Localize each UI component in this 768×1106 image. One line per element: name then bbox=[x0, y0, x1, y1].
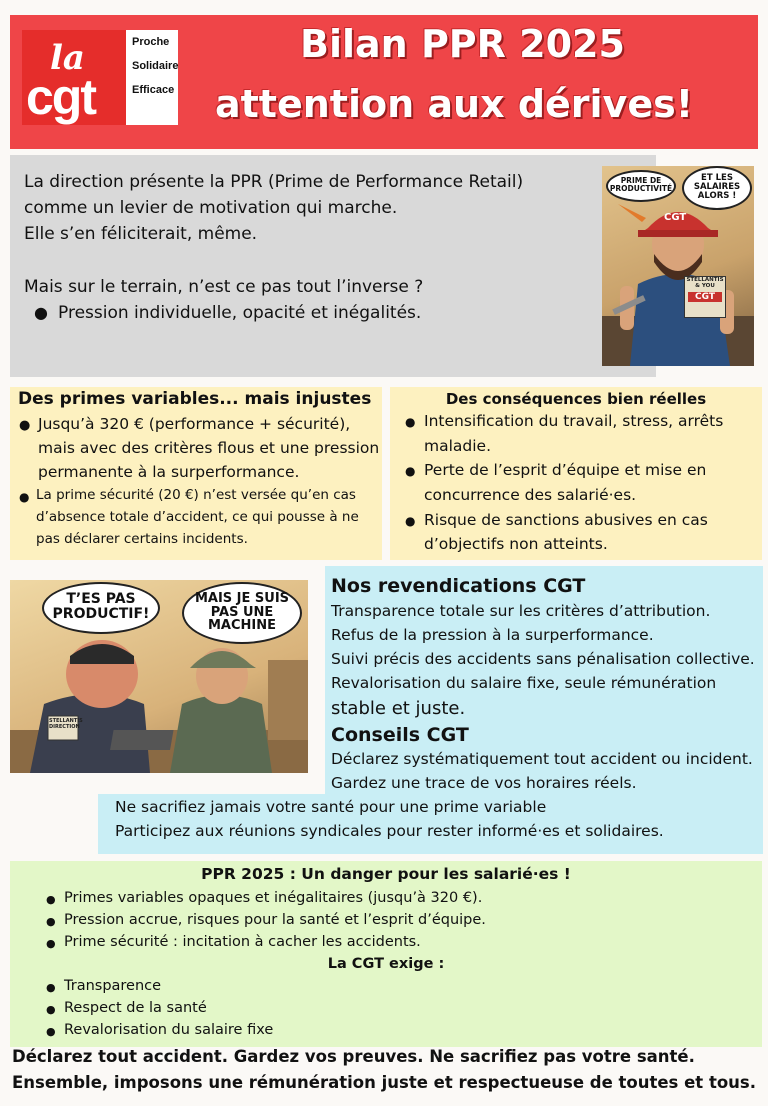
badge-cgt: CGT bbox=[688, 292, 722, 302]
exige-title: La CGT exige : bbox=[327, 956, 445, 972]
logo-cgt-text: cgt bbox=[26, 69, 95, 125]
logo-la-text: la bbox=[50, 38, 85, 78]
revendications-title: Nos revendications CGT bbox=[331, 575, 586, 597]
exige-item-2: Respect de la santé bbox=[64, 1000, 207, 1016]
intro-line-1: La direction présente la PPR (Prime de Performance Retail) bbox=[24, 172, 524, 192]
page-title-line1: Bilan PPR 2025 bbox=[300, 22, 625, 66]
conseil-line-1: Déclarez systématiquement tout accident ou incident. bbox=[331, 750, 753, 768]
badge-line2: & YOU bbox=[695, 283, 715, 289]
cartoon-mechanic-image bbox=[602, 166, 754, 366]
consequences-item3-line2: d’objectifs non atteints. bbox=[424, 535, 608, 553]
stellantis-direction-badge: STELLANTIS DIRECTION bbox=[49, 718, 83, 730]
primes-box bbox=[10, 387, 382, 560]
primes-item1-line3: permanente à la surperformance. bbox=[38, 463, 300, 481]
bullet-icon: ● bbox=[46, 981, 56, 994]
primes-item2-line1: La prime sécurité (20 €) n’est versée qu’en cas bbox=[36, 487, 356, 503]
intro-section bbox=[10, 155, 656, 377]
bullet-icon: ● bbox=[46, 915, 56, 928]
cartoon-boss-worker-image bbox=[10, 580, 308, 773]
consequences-item2-line2: concurrence des salarié·es. bbox=[424, 486, 637, 504]
page-title-line2: attention aux dérives! bbox=[215, 82, 694, 126]
danger-item-2: Pression accrue, risques pour la santé et l’esprit d’équipe. bbox=[64, 912, 486, 928]
conseils-title: Conseils CGT bbox=[331, 724, 469, 746]
bullet-icon: ● bbox=[46, 893, 56, 906]
danger-title: PPR 2025 : Un danger pour les salarié·es ! bbox=[201, 865, 571, 883]
revendication-line-4: Revalorisation du salaire fixe, seule rémunération bbox=[331, 674, 717, 692]
conseil-line-4: Participez aux réunions syndicales pour rester informé·es et solidaires. bbox=[115, 822, 664, 840]
conseil-line-3: Ne sacrifiez jamais votre santé pour une prime variable bbox=[115, 798, 547, 816]
logo-tagline-solidaire: Solidaire bbox=[132, 60, 179, 72]
logo-tagline-proche: Proche bbox=[132, 36, 170, 48]
stellantis-badge bbox=[684, 276, 726, 318]
primes-item1-line1: Jusqu’à 320 € (performance + sécurité), bbox=[38, 415, 351, 433]
bullet-icon: ● bbox=[19, 418, 31, 433]
primes-title: Des primes variables... mais injustes bbox=[18, 389, 372, 409]
bubble-tes-pas-productif: T’ES PAS PRODUCTIF! bbox=[42, 582, 160, 634]
bubble-mais-je-suis: MAIS JE SUIS PAS UNE MACHINE bbox=[182, 582, 302, 644]
danger-summary-box bbox=[10, 861, 762, 1047]
exige-item-1: Transparence bbox=[64, 978, 162, 994]
bullet-icon: ● bbox=[405, 464, 416, 478]
bullet-icon: ● bbox=[46, 1003, 56, 1016]
primes-item2-line2: d’absence totale d’accident, ce qui pousse à ne bbox=[36, 509, 359, 525]
revendication-line-1: Transparence totale sur les critères d’attribution. bbox=[331, 602, 711, 620]
exige-item-3: Revalorisation du salaire fixe bbox=[64, 1022, 274, 1038]
intro-bullet-text: Pression individuelle, opacité et inégalités. bbox=[58, 303, 422, 323]
intro-question: Mais sur le terrain, n’est ce pas tout l’inverse ? bbox=[24, 277, 424, 297]
cgt-logo-mark bbox=[22, 30, 126, 125]
bullet-icon: ● bbox=[46, 937, 56, 950]
intro-line-3: Elle s’en féliciterait, même. bbox=[24, 224, 258, 244]
footer-line-1: Déclarez tout accident. Gardez vos preuves. Ne sacrifiez pas votre santé. bbox=[12, 1047, 695, 1066]
consequences-item2-line1: Perte de l’esprit d’équipe et mise en bbox=[424, 461, 707, 479]
primes-item1-line2: mais avec des critères flous et une pression bbox=[38, 439, 380, 457]
consequences-item3-line1: Risque de sanctions abusives en cas bbox=[424, 511, 708, 529]
logo-tagline-efficace: Efficace bbox=[132, 84, 175, 96]
bullet-icon: ● bbox=[405, 514, 416, 528]
footer-line-2: Ensemble, imposons une rémunération juste et respectueuse de toutes et tous. bbox=[12, 1073, 756, 1092]
bullet-icon: ● bbox=[19, 490, 30, 504]
conseil-line-2: Gardez une trace de vos horaires réels. bbox=[331, 774, 637, 792]
bullet-icon: ● bbox=[34, 303, 48, 322]
danger-item-3: Prime sécurité : incitation à cacher les accidents. bbox=[64, 934, 421, 950]
revendication-line-5: stable et juste. bbox=[331, 698, 466, 719]
cap-cgt-label: CGT bbox=[664, 212, 687, 223]
bullet-icon: ● bbox=[46, 1025, 56, 1038]
consequences-title: Des conséquences bien réelles bbox=[445, 390, 707, 408]
badge-line1: STELLANTIS bbox=[686, 277, 724, 283]
revendication-line-3: Suivi précis des accidents sans pénalisation collective. bbox=[331, 650, 755, 668]
consequences-box bbox=[390, 387, 762, 560]
consequences-item1-line2: maladie. bbox=[424, 437, 492, 455]
danger-item-1: Primes variables opaques et inégalitaires (jusqu’à 320 €). bbox=[64, 890, 483, 906]
bubble-et-les-salaires: ET LES SALAIRES ALORS ! bbox=[682, 166, 752, 210]
intro-line-2: comme un levier de motivation qui marche. bbox=[24, 198, 398, 218]
primes-item2-line3: pas déclarer certains incidents. bbox=[36, 531, 248, 547]
consequences-item1-line1: Intensification du travail, stress, arrêts bbox=[424, 412, 724, 430]
bullet-icon: ● bbox=[405, 415, 416, 429]
cgt-logo bbox=[22, 30, 178, 125]
revendication-line-2: Refus de la pression à la surperformance. bbox=[331, 626, 654, 644]
bubble-prime-productivite: PRIME DE PRODUCTIVITÉ bbox=[606, 170, 676, 202]
